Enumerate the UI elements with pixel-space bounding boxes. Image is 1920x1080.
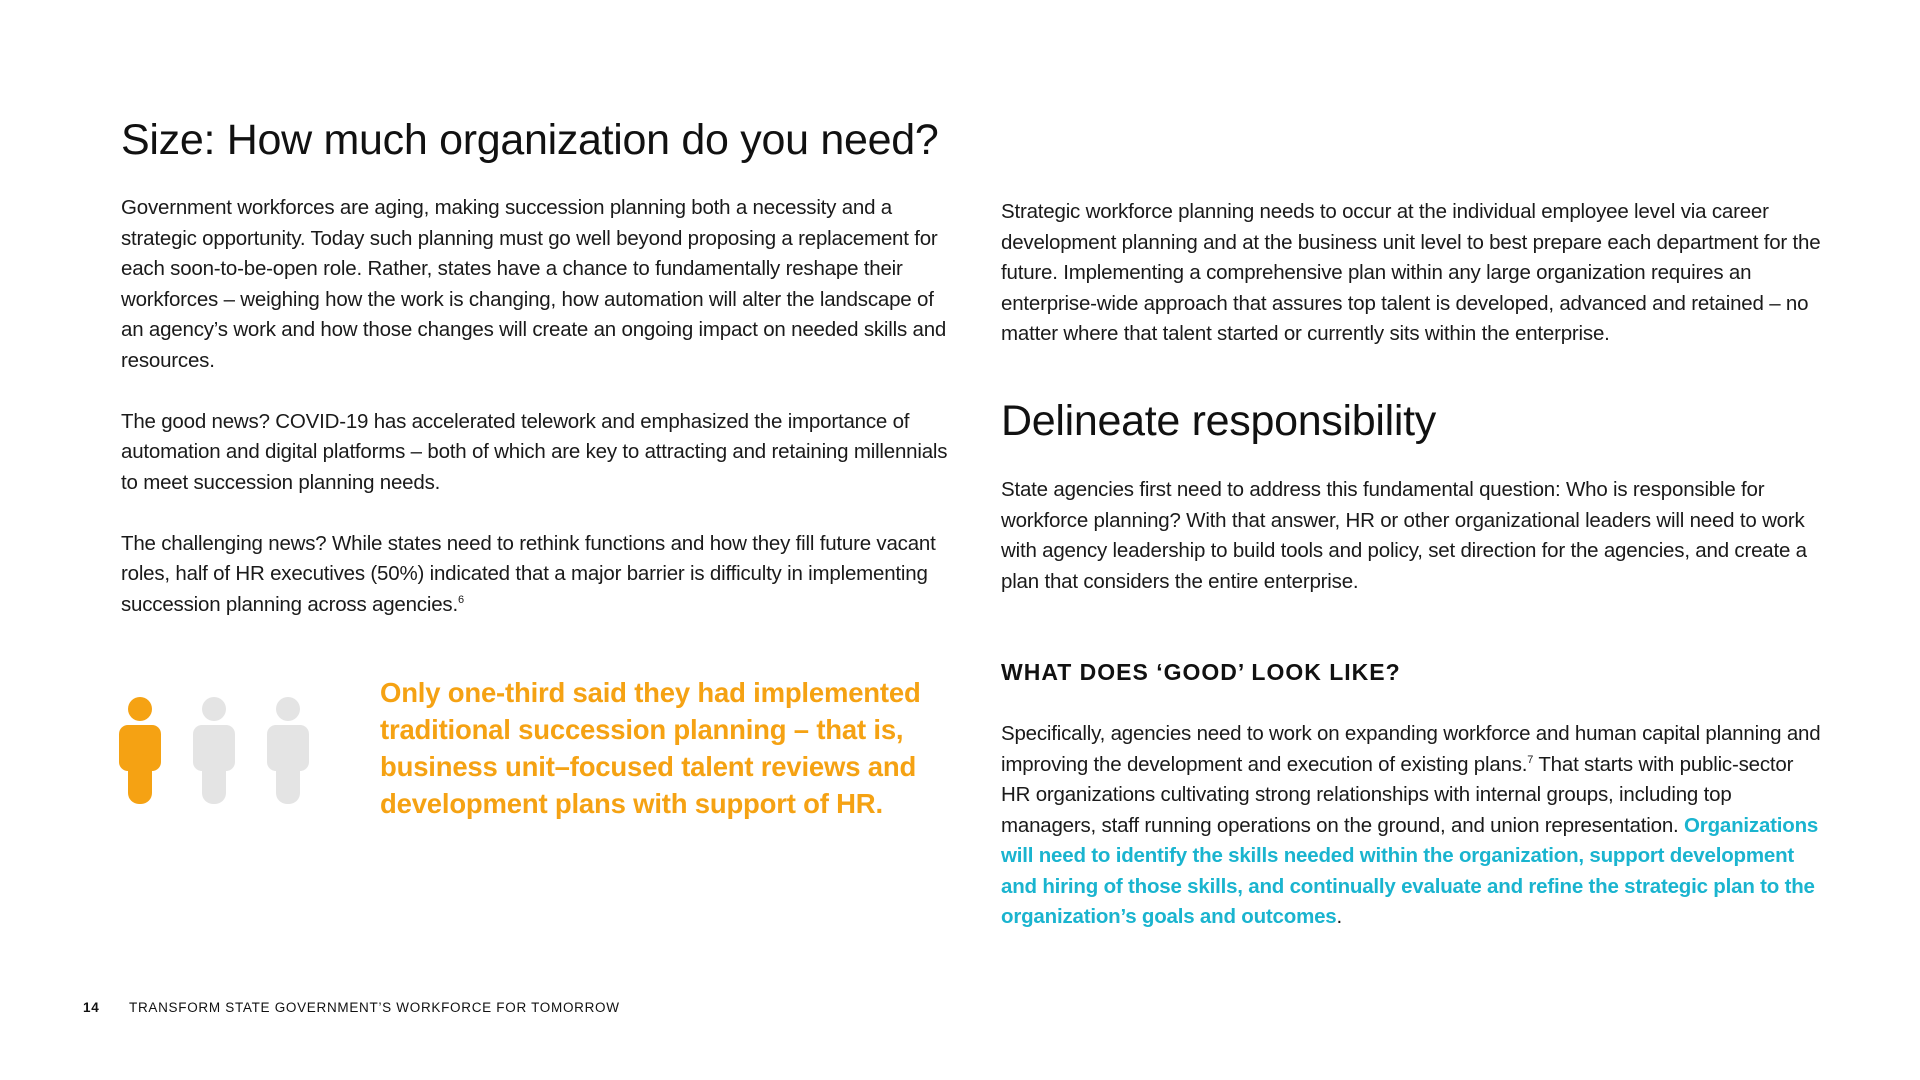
page-title: Size: How much organization do you need? xyxy=(121,116,939,164)
left-column xyxy=(121,193,956,620)
highlighted-text: Organizations will need to identify the skills needed within the organization, support development and hiring of those skills, and continually evaluate and refine the strategic plan to the organization’s goals and outcomes xyxy=(1001,813,1819,928)
body-paragraph xyxy=(1001,719,1821,933)
person-icon-highlighted xyxy=(119,697,161,804)
footer-title: TRANSFORM STATE GOVERNMENT’S WORKFORCE FOR TOMORROW xyxy=(129,1000,620,1015)
body-paragraph: Strategic workforce planning needs to occur at the individual employee level via career development planning and at the business unit level to best prepare each department for the future. Implementing a comprehensive plan within any large organization requires an enterprise-wide approach that assures top talent is developed, advanced and retained – no matter where that talent started or currently sits within the enterprise. xyxy=(1001,200,1821,345)
body-text: Specifically, agencies need to work on expanding workforce and human capital planning and improving the development and execution of existing plans. xyxy=(1001,722,1821,776)
body-text: . xyxy=(1336,905,1342,928)
body-text: The challenging news? While states need to rethink functions and how they fill future vacant roles, half of HR executives (50%) indicated that a major barrier is difficulty in implementing succession planning across agencies. xyxy=(121,531,936,616)
page-footer xyxy=(83,999,620,1017)
people-icons-graphic xyxy=(118,694,318,806)
section-title: Delineate responsibility xyxy=(1001,397,1436,445)
right-column-intro xyxy=(1001,197,1821,350)
person-icon-gray xyxy=(193,697,235,804)
body-paragraph: Government workforces are aging, making succession planning both a necessity and a strategic opportunity. Today such planning must go well beyond proposing a replacement for each soon-to-be-open role. Rather, states have a chance to fundamentally reshape their workforces – weighing how the work is changing, how automation will alter the landscape of an agency’s work and how those changes will create an ongoing impact on needed skills and resources. xyxy=(121,196,947,372)
person-icon-gray xyxy=(267,697,309,804)
body-paragraph xyxy=(121,529,956,621)
body-paragraph xyxy=(121,407,956,499)
body-text: That starts with public-sector HR organizations cultivating strong relationships with internal groups, including top managers, staff running operations on the ground, and union representation. xyxy=(1001,752,1794,837)
page-number: 14 xyxy=(83,1000,100,1015)
subheading: WHAT DOES ‘GOOD’ LOOK LIKE? xyxy=(1001,659,1401,685)
footnote-marker: 6 xyxy=(457,593,464,606)
body-text: The good news? COVID-19 has accelerated telework and emphasized the importance of automation and digital platforms – both of which are key to attracting and retaining millennials to meet succession planning needs. xyxy=(121,409,948,494)
footnote-marker: 7 xyxy=(1527,753,1534,766)
callout-statistic: Only one-third said they had implemented traditional succession planning – that is, business unit–focused talent reviews and development plans with support of HR. xyxy=(380,677,921,819)
right-column-good xyxy=(1001,719,1821,933)
body-paragraph: State agencies first need to address this fundamental question: Who is responsible for workforce planning? With that answer, HR or other organizational leaders will need to work with agency leadership to build tools and policy, set direction for the agencies, and create a plan that considers the entire enterprise. xyxy=(1001,478,1807,593)
right-column-responsibility xyxy=(1001,475,1821,597)
people-icons-svg xyxy=(118,694,318,806)
